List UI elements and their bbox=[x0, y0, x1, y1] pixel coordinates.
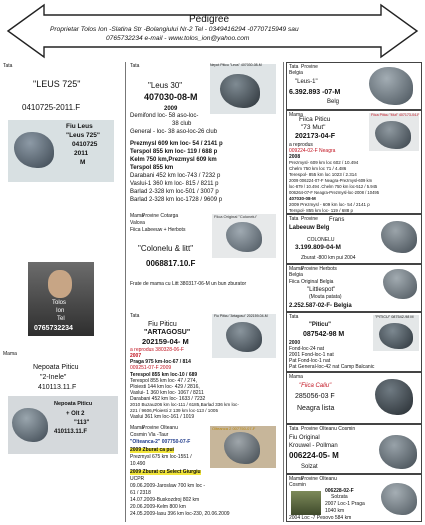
sire-dam-info-0: a reprodus bbox=[289, 142, 313, 148]
subject-photo-caption-5: M bbox=[80, 159, 86, 166]
owner-caption-2: Ion bbox=[56, 308, 65, 314]
pigeon-image bbox=[224, 432, 260, 464]
sire-result-5: Kelm 750 km,Prezmysl 609 km bbox=[130, 157, 217, 163]
dam-mother-info-1: Prezmysl 675 km loc-1551 / bbox=[130, 454, 192, 460]
sire-mother-label2: Provine Cotarga bbox=[142, 213, 179, 219]
pigeon-image bbox=[381, 483, 417, 515]
header-banner bbox=[6, 3, 419, 59]
dam-sire-info-3: 009251-07-F 2009 bbox=[130, 365, 172, 371]
sm-dam-nick: "Littlespot" bbox=[307, 287, 336, 293]
sire-result-9: Barlad 2-328 km loc-501 / 3007 p bbox=[130, 189, 219, 195]
sm-dam-label: Mama bbox=[289, 266, 303, 272]
dam-sire-info-5: Terespol 855 km loc- 47 / 274, bbox=[130, 378, 197, 384]
dam-mother-info-3: 2009 Zburat cu Select Giurgiu bbox=[130, 469, 201, 475]
sire-photo-label: Nepot Piticu "Leus" 407030-08-M bbox=[210, 63, 262, 67]
dam-sire-info-10: 221 / 9606,Ploiesti 2 139 km loc-113 / 1005 bbox=[130, 408, 219, 413]
sire-dam-photo bbox=[369, 113, 419, 151]
dam-sire-info-7: Vaslui- 1 360 km loc- 1067 / 8211 bbox=[130, 390, 204, 396]
dm-dam-photo bbox=[291, 491, 321, 515]
sm-dam-line: Fiica Original Belgia bbox=[289, 279, 334, 285]
sire-dam-info-9: 407030-08-M bbox=[289, 196, 316, 201]
sire-mother-label: Mama bbox=[130, 213, 144, 219]
pigeon-image bbox=[369, 67, 413, 105]
sm-dam-note: (Mouta patata) bbox=[309, 294, 342, 300]
owner-caption-1: Tolos bbox=[52, 300, 67, 306]
dam-mother-info-5: 09.06.2009-Jaroslaw 700 km loc - bbox=[130, 483, 206, 489]
dam-mother-info-8: 20.06.2009-Kelm 800 km bbox=[130, 504, 186, 510]
subject-photo-caption-1: Fiu Leus bbox=[66, 123, 93, 130]
sire-dam-info-5: Terespol- 855 km loc 1023 / 2.314 bbox=[289, 172, 357, 177]
ds-dam-ring: 285056-03 F bbox=[295, 393, 335, 400]
dm-dam-info-0: 2007 Loc-1 Praga bbox=[325, 501, 365, 507]
sire-result-4: Terspol 855 km loc- 119 / 688 p bbox=[130, 149, 218, 155]
dam-mother-info-0: 2009 Zburat ca pui bbox=[130, 447, 174, 453]
pigeon-image bbox=[379, 323, 413, 349]
sire-dam-info-8: 006264-07-F Neagra-Prezmysl-loc-2008 / 10495 bbox=[289, 190, 380, 195]
sire-dam-info-11: Terspol- 855 km loc- 119 / 688 p bbox=[289, 208, 353, 213]
mother-photo-caption-1: Nepoata Piticu bbox=[54, 401, 93, 407]
dm-sire-line: Fiu Original bbox=[289, 435, 320, 441]
pigeon-image bbox=[375, 121, 411, 149]
sire-mother-photo-label: Fiica Original "Colonelu" bbox=[214, 214, 258, 219]
dam-sire-info-4: Terespol 855 km loc-10 / 689 bbox=[130, 372, 198, 378]
dm-dam-ring: 006228-02-F bbox=[325, 488, 354, 494]
dam-sire-info-0: a reprodus 380328-06-F bbox=[130, 347, 184, 353]
owner-portrait bbox=[48, 270, 72, 298]
dm-dam-box bbox=[286, 474, 422, 522]
ds-dam-color: Neagra lista bbox=[297, 405, 335, 412]
pigeon-image bbox=[375, 379, 413, 415]
sire-mother-ring: 0068817.10.F bbox=[146, 259, 196, 268]
sire-mother-label3: Valcea bbox=[130, 220, 145, 226]
sm-sire-box bbox=[286, 214, 422, 264]
sire-result-10: Barlad 2-328 km loc-1728 / 9609 p bbox=[130, 197, 223, 203]
ds-sire-info-4: Pat General-loc-42 nat Camp Balcanic bbox=[289, 364, 375, 370]
dm-dam-label2: Provine Olteanu bbox=[301, 476, 337, 482]
mother-photo-caption-2: + Olt 2 bbox=[66, 411, 85, 417]
dam-mother-label: Mama bbox=[130, 425, 144, 431]
pigeon-image bbox=[226, 322, 262, 352]
sire-mother-box bbox=[128, 212, 280, 310]
ds-sire-box bbox=[286, 312, 422, 372]
dam-mother-label3: Cosmin Vla -Taur bbox=[130, 432, 169, 438]
subject-photo bbox=[8, 120, 114, 182]
sire-result-0: Demifond loc- 58 aso-loc- bbox=[130, 113, 199, 119]
sire-sire-ring: 6.392.893 -07-M bbox=[289, 89, 341, 96]
ds-sire-photo bbox=[373, 315, 419, 351]
sire-dam-info-6: 2009 006224-07-F Neagra-Prezmysl-609 km bbox=[289, 178, 373, 183]
sire-dam-photo-label: Fiica Piticu "Mut" 407173-04-F bbox=[371, 113, 420, 117]
dam-sire-label: Tata bbox=[130, 313, 140, 319]
pigeon-image bbox=[226, 222, 262, 252]
sire-dam-nick: "73 Mut" bbox=[301, 124, 326, 131]
pigeon-image bbox=[379, 435, 417, 469]
dam-mother-info-4: UCPR bbox=[130, 476, 145, 482]
dm-sire-line2: Krouwel - Pollman bbox=[289, 443, 338, 449]
subject-photo-caption-4: 2011 bbox=[74, 150, 89, 157]
dm-sire-label2: Provine Olteanu Cosmin bbox=[301, 426, 356, 432]
sire-dam-info-1: 009224-02-F Neagra bbox=[289, 148, 336, 154]
dam-mother-nick: "Olteanca-2" 007750-07-F bbox=[130, 439, 191, 445]
dam-mother-label2: Provine Olteanu bbox=[142, 425, 178, 431]
sire-dam-info-3: Prezmysl- 609 km loc 602 / 10.494 bbox=[289, 160, 359, 165]
dm-dam-label: Mama bbox=[289, 476, 303, 482]
sire-dam-info-10: 2009 Prezmysl - 609 km loc- 54 / 2141 p bbox=[289, 202, 370, 207]
sm-sire-name: COLONELU bbox=[307, 237, 335, 243]
dm-sire-ring: 006224-05- M bbox=[289, 451, 339, 460]
ds-sire-photo-label: "PITICU" 087542-98 M bbox=[375, 315, 414, 319]
page-title: Pedigree bbox=[189, 14, 230, 25]
sire-sire-suffix: Belg bbox=[327, 99, 340, 105]
dm-sire-suffix: Solzat bbox=[301, 464, 318, 470]
mother-photo-caption-3: "113" bbox=[74, 420, 90, 426]
ds-sire-info-1: Fond-loc-24 nat bbox=[289, 346, 325, 352]
dam-sire-box bbox=[128, 312, 280, 422]
sire-mother-name: "Colonelu & litt" bbox=[138, 244, 194, 253]
ds-dam-box bbox=[286, 372, 422, 424]
ds-sire-label: Tata bbox=[289, 314, 299, 320]
subject-photo-caption-3: 0410725 bbox=[72, 141, 98, 148]
sire-dam-label: Mama bbox=[289, 112, 303, 118]
dam-sire-info-1: 2007 bbox=[130, 353, 142, 359]
sire-mother-note: Frate de mama cu Litt 380317-06-M un bun zburator bbox=[130, 281, 247, 287]
sm-dam-ring: 2.252.587-02-F- Belgia bbox=[289, 303, 352, 309]
sire-name: "Leus 30" bbox=[148, 81, 183, 90]
sm-sire-label: Tata bbox=[289, 216, 299, 222]
subject-label: Tata bbox=[3, 63, 13, 69]
sm-dam-box bbox=[286, 264, 422, 312]
dam-mother-info-2: 10.490 bbox=[130, 461, 146, 467]
pigeon-image bbox=[220, 74, 260, 108]
mother-label: Mama bbox=[3, 351, 17, 357]
ds-sire-info-0: 2000 bbox=[289, 340, 301, 346]
mother-photo bbox=[8, 396, 118, 454]
dam-mother-info-6: 61 / 2318 bbox=[130, 490, 151, 496]
sire-box bbox=[128, 62, 280, 208]
subject-name: "LEUS 725" bbox=[33, 79, 81, 89]
sire-dam-box bbox=[286, 110, 422, 214]
dm-sire-label: Tata bbox=[289, 426, 299, 432]
subject-photo-caption-2: "Leus 725" bbox=[66, 132, 100, 139]
dm-sire-box bbox=[286, 424, 422, 474]
dam-mother-info-7: 14.07.2009-Buskozdroj 802 km bbox=[130, 497, 200, 503]
dam-sire-info-8: Darabani 452 km loc- 1633 / 7232 bbox=[130, 396, 206, 402]
sire-result-1: 38 club bbox=[172, 121, 192, 127]
sire-ring: 407030-08-M bbox=[144, 92, 198, 102]
mother-ring: 410113.11.F bbox=[38, 384, 77, 391]
column-divider-2 bbox=[283, 62, 284, 522]
dam-sire-photo-label: Fiu Piticu "Artagosu" 202159-04-M bbox=[214, 314, 268, 318]
sm-dam-label2: Provine Herbots bbox=[301, 266, 337, 272]
dam-sire-info-2: Praga 975 km-loc-67 / 814 bbox=[130, 359, 191, 365]
sire-mother-photo bbox=[212, 214, 276, 258]
dam-mother-photo bbox=[210, 426, 276, 468]
dam-sire-info-11: Vaslui 361 km loc-161 / 1019 bbox=[130, 414, 195, 420]
sire-year: 2009 bbox=[164, 106, 178, 112]
subject-ring: 0410725-2011.F bbox=[22, 103, 81, 112]
sire-dam-name: Fiica Piticu bbox=[299, 116, 331, 123]
sire-mother-line: Fiica Labeeuw + Herbots bbox=[130, 227, 186, 233]
sire-dam-info-7: loc-879 / 10.494 .Chelm 750 km loc-512 / 5.945 bbox=[289, 184, 378, 189]
contact-line: 0765732234 e-mail - www.tolos_ion@yahoo.com bbox=[106, 35, 250, 42]
column-divider-1 bbox=[125, 62, 126, 522]
sm-sire-note: Zburat -800 km pui 2004 bbox=[301, 255, 356, 261]
sire-dam-info-4: Chelm 750 km loc 71 / 4.486 bbox=[289, 166, 347, 171]
mother-nick: "2-Inele" bbox=[40, 374, 67, 381]
sm-sire-ring: 3.199.809-04-M bbox=[295, 244, 341, 251]
ds-sire-ring: 087542-98 M bbox=[303, 331, 345, 338]
dam-sire-ring: 202159-04- M bbox=[142, 337, 189, 346]
sire-sire-name: "Leus-1" bbox=[295, 79, 318, 85]
sm-sire-country: Frans bbox=[329, 217, 345, 223]
owner-line: Proprietar Tolos Ion -Slatina Str -Bolangiului Nr-2 Tel - 0349416294 -0770715949 sau bbox=[50, 26, 299, 33]
sire-result-6: Terspol 855 km bbox=[130, 165, 174, 171]
pigeon-image bbox=[12, 408, 48, 442]
sm-sire-line: Labeeuw Belg bbox=[289, 225, 330, 231]
sm-dam-label3: Belgia bbox=[289, 272, 303, 278]
sire-dam-info-2: 2008 bbox=[289, 154, 301, 160]
owner-photo bbox=[28, 262, 94, 336]
dam-mother-box bbox=[128, 424, 280, 522]
owner-caption-4: 0765732234 bbox=[34, 325, 73, 332]
sire-sire-label2: Provine bbox=[301, 64, 318, 70]
ds-sire-info-2: 2001 Fond-loc-1 nat bbox=[289, 352, 334, 358]
dam-mother-info-9: 24.05.2009-Iasu 396 km loc-230, 20.06.2009 bbox=[130, 511, 230, 517]
ds-dam-label: Mama bbox=[289, 374, 303, 380]
dm-dam-info-1: 1040 km bbox=[325, 508, 345, 514]
dm-dam-info-2: 2004 Loc -7 Pesovo 584 km bbox=[289, 515, 352, 521]
dam-sire-nick: "ARTAGOSU" bbox=[144, 329, 191, 336]
sire-dam-ring: 202173-04-F bbox=[295, 133, 336, 140]
sire-result-7: Darabani 452 km loc-743 / 7232 p bbox=[130, 173, 221, 179]
sire-sire-box bbox=[286, 62, 422, 110]
ds-sire-nick: "Piticu" bbox=[309, 322, 332, 328]
dam-sire-name: Fiu Piticu bbox=[148, 321, 177, 328]
pigeon-image bbox=[381, 221, 417, 253]
sire-result-8: Vaslui-1 360 km loc- 815 / 8211 p bbox=[130, 181, 219, 187]
dm-dam-label3: Cosmin bbox=[289, 482, 306, 488]
owner-caption-3: Tel bbox=[57, 316, 65, 322]
ds-dam-nick: "Fiica Caliu" bbox=[299, 383, 332, 389]
sire-result-2: General - loc- 38 aso-loc-26 club bbox=[130, 129, 218, 135]
sm-sire-label2: Provine bbox=[301, 216, 318, 222]
sire-sire-label: Tata bbox=[289, 64, 299, 70]
pigeon-image bbox=[14, 132, 54, 168]
sire-result-3: Prezmysl 609 km loc- 54 / 2141 p bbox=[130, 141, 223, 147]
dam-sire-photo bbox=[212, 314, 276, 358]
dam-sire-info-6: Ploiesti 144 km loc- 429 / 2816, bbox=[130, 384, 200, 390]
ds-sire-info-3: Pat Fond-loc-1 nat bbox=[289, 358, 331, 364]
sire-photo bbox=[210, 64, 276, 114]
dam-sire-info-9: 2010 Buzau206 km loc-111 / 6185,Barlad 336 km loc- bbox=[130, 402, 239, 407]
mother-name: Nepoata Piticu bbox=[33, 364, 79, 371]
dm-dam-suffix: Solzata bbox=[331, 494, 348, 500]
sire-sire-country: Belgia bbox=[289, 70, 303, 76]
sire-label: Tata bbox=[130, 63, 140, 69]
pigeon-image bbox=[383, 269, 417, 299]
dam-mother-photo-label: Olteanca 2 007750-07-F bbox=[212, 426, 256, 431]
mother-photo-caption-4: 410113.11.F bbox=[54, 429, 88, 435]
